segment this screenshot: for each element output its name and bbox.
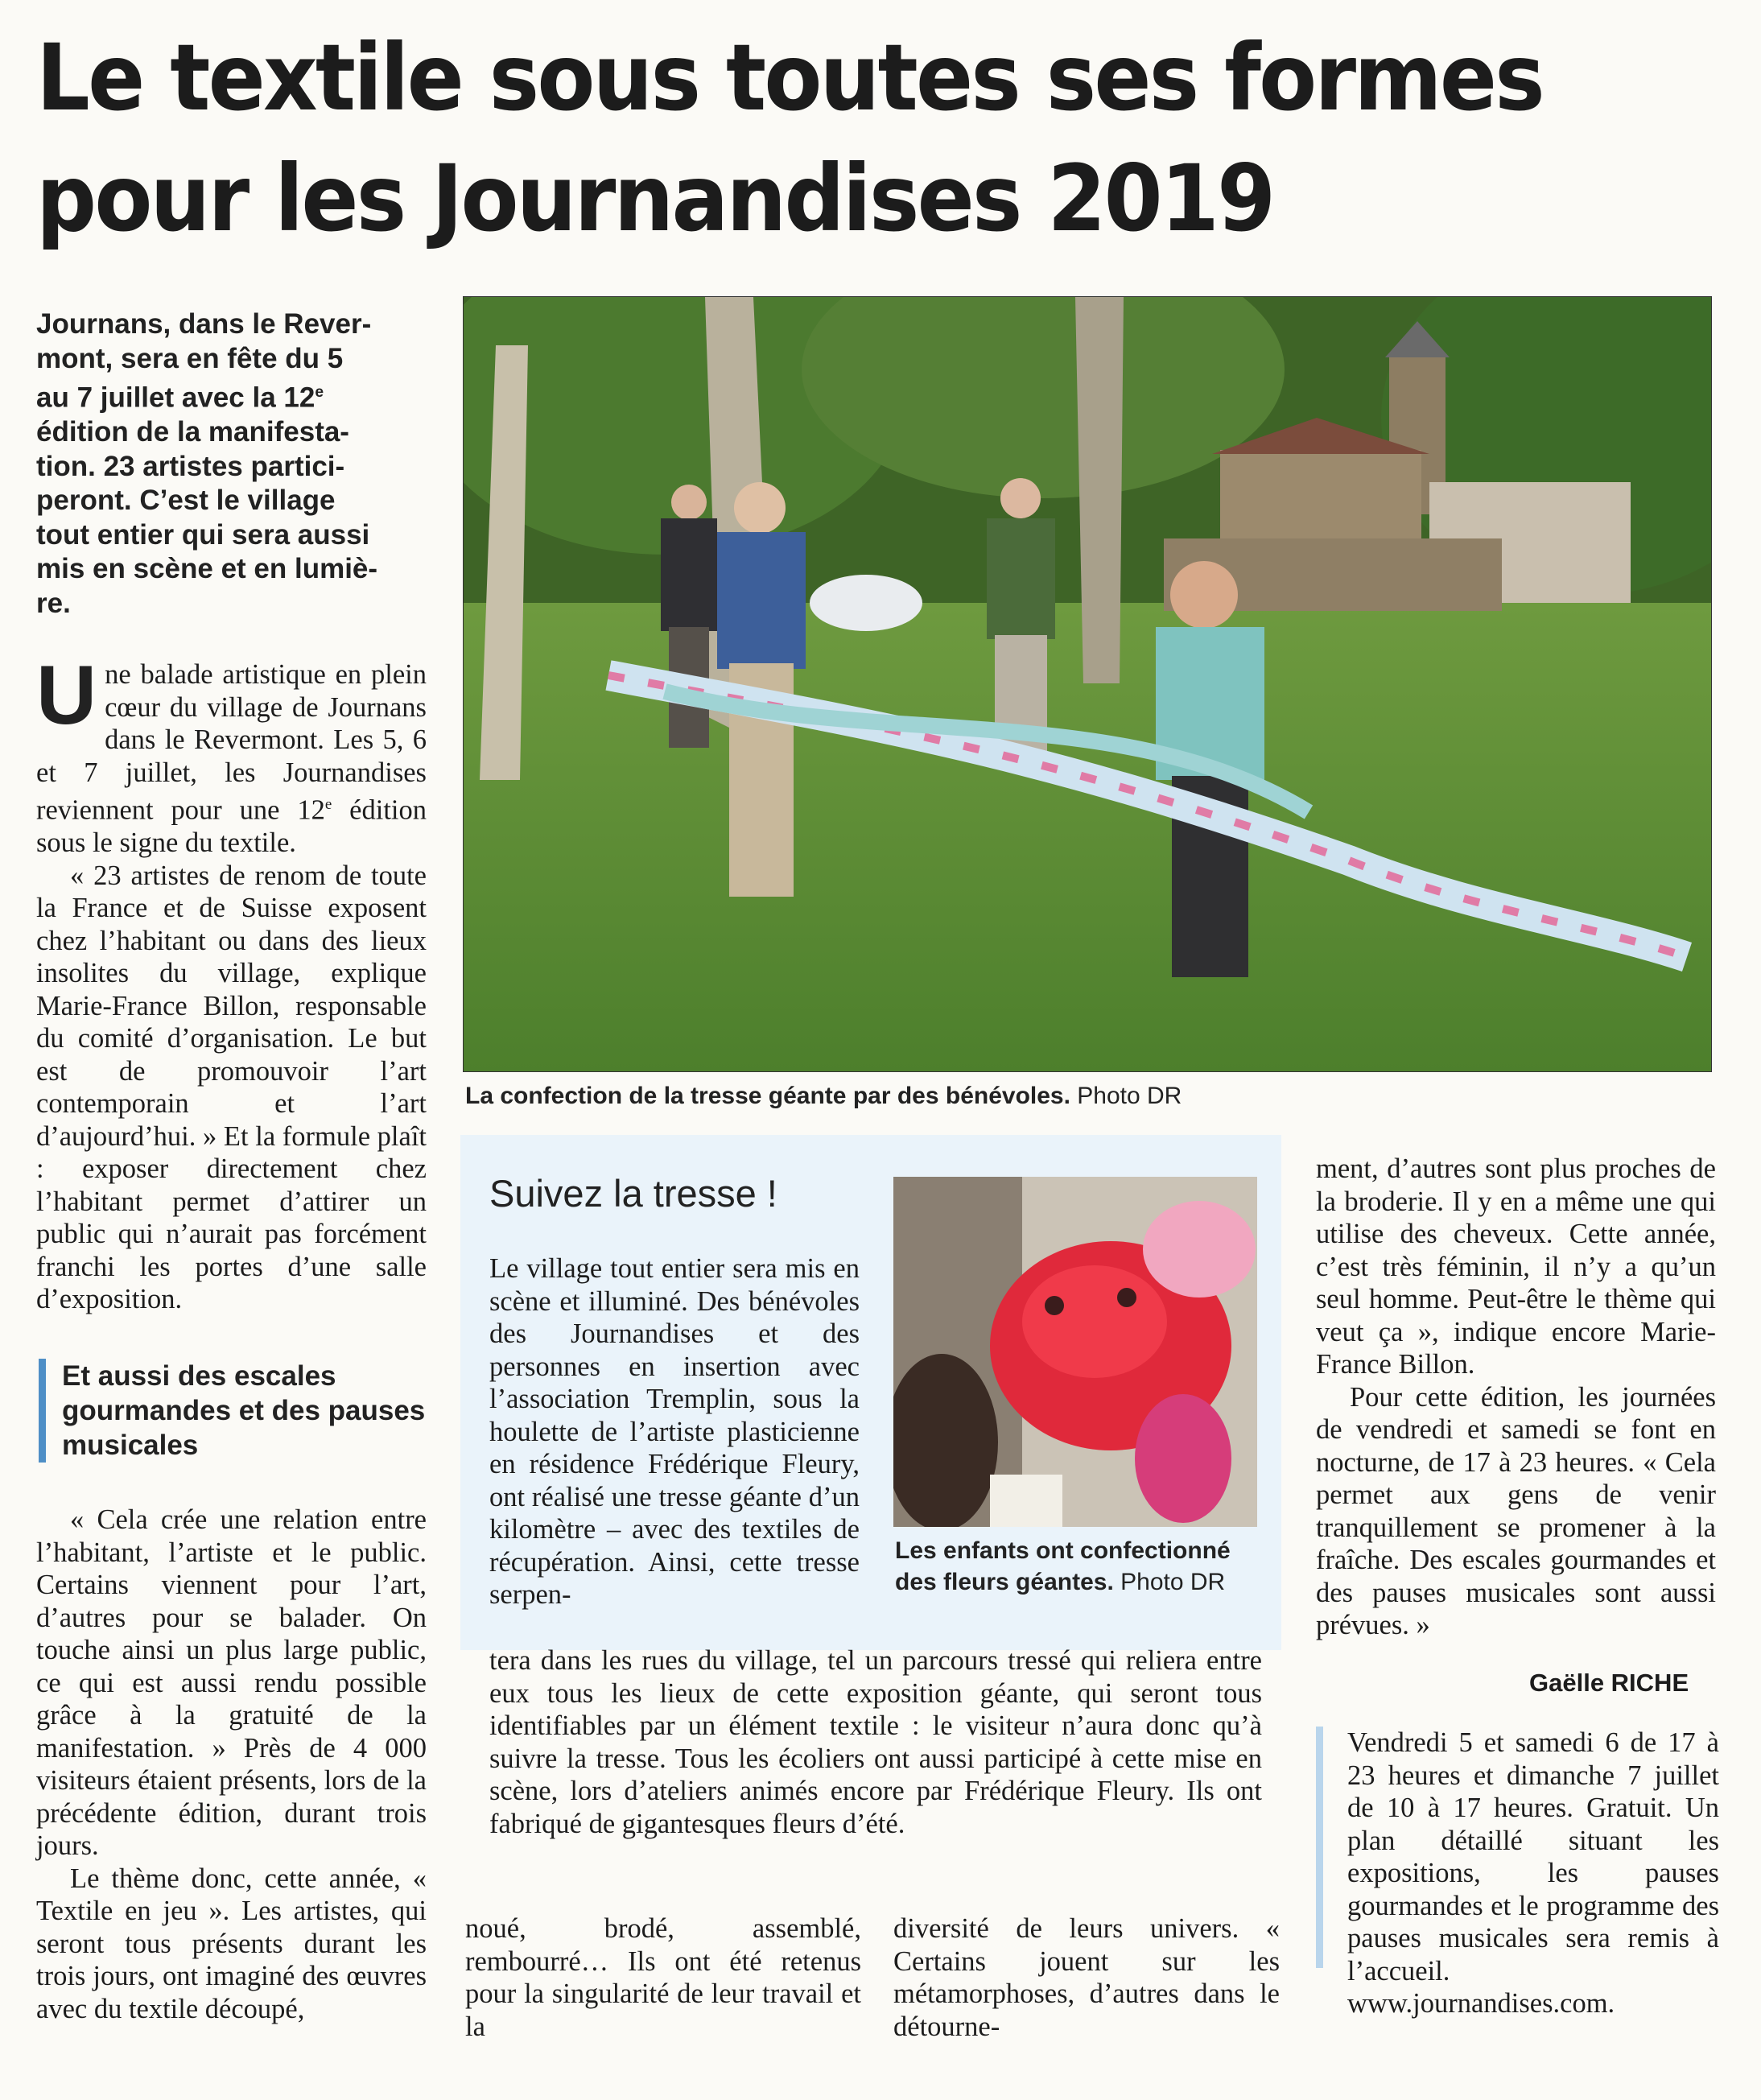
- author-byline: Gaëlle RICHE: [1529, 1669, 1689, 1697]
- volunteers-braid-photo: [464, 297, 1711, 1071]
- subheading: Et aussi des escales gourmandes et des pauses musicales: [39, 1359, 428, 1463]
- paragraph-text: édition sous le signe du textile.: [36, 794, 427, 858]
- headline-line-2: pour les Journandises 2019: [36, 145, 1274, 252]
- main-photo: [463, 296, 1712, 1072]
- lead-line: édition de la manifesta-: [36, 416, 349, 448]
- lead-line: Journans, dans le Rever-: [36, 308, 372, 340]
- children-photo-caption: [895, 1535, 1265, 1598]
- paragraph-text: Pour cette édition, les journées de vendredi et samedi se font en nocturne, de 17 à 23 heures. « Cela permet aux gens de venir tranquillement se promener à la fraîche. Des escales gourmandes et des pauses musicales sont aussi prévues. »: [1316, 1381, 1716, 1640]
- paragraph-text: ne balade artistique en plein cœur du village de Journans dans le Revermont. Les 5, 6 et 7 juillet, les Journandises reviennent pour une 12: [36, 659, 427, 826]
- lead-text: au 7 juillet avec la 12: [36, 382, 315, 414]
- sidebar-paragraph: Le village tout entier sera mis en scène et illuminé. Des bénévoles des Journandises et des personnes en insertion avec l’association Tremplin, sous la houlette de l’artiste plasticienne en résidence Frédérique Fleury, ont réalisé une tresse géante d’un kilomètre – avec des textiles de récupération. Ainsi, cette tresse serpen-: [489, 1253, 860, 1610]
- practical-info-box: [1316, 1727, 1726, 2019]
- article-column-4: [1316, 1153, 1716, 1642]
- lead-line: re.: [36, 587, 71, 619]
- lead-line: tout entier qui sera aussi: [36, 518, 370, 551]
- paragraph-intro: [36, 649, 427, 860]
- headline: [36, 18, 1591, 259]
- paragraph-theme: Le thème donc, cette année, « Textile en jeu ». Les artistes, qui seront tous présents durant les trois jours, ont imaginé des œuvres avec du textile découpé,: [36, 1863, 427, 2024]
- ordinal-suffix: e: [315, 384, 324, 401]
- paragraph-quote-2: « Cela crée une relation entre l’habitant, l’artiste et le public. Certains viennent pour l’art, d’autres pour se balader. On touche ainsi un plus large public, ce qui est aussi rendu possible grâce à la gratuité de la manifestation. » Près de 4 000 visiteurs étaient présents, lors de la précédente édition, durant trois jours.: [36, 1504, 427, 1861]
- headline-line-1: Le textile sous toutes ses formes: [36, 24, 1543, 131]
- drop-cap: U: [36, 649, 97, 742]
- lead-line: peront. C’est le village: [36, 485, 336, 517]
- lead-line: mis en scène et en lumiè-: [36, 553, 378, 585]
- sidebar-paragraph-continued: tera dans les rues du village, tel un parcours tressé qui reliera entre eux tous les lieux de cette exposition géante, qui seront tous identifiables par un élément textile : le visiteur n’aura donc qu’à suivre la tresse. Tous les écoliers ont aussi participé à cette mise en scène, lors d’ateliers animés encore par Frédérique Fleury. Ils ont fabriqué de gigantesques fleurs d’été.: [489, 1645, 1262, 1839]
- paragraph-text: noué, brodé, assemblé, rembourré… Ils ont été retenus pour la singularité de leur travail et la: [465, 1913, 861, 2042]
- lead-line: mont, sera en fête du 5: [36, 342, 344, 374]
- sidebar-text-narrow: [489, 1252, 860, 1611]
- children-flowers-photo: [893, 1177, 1257, 1527]
- paragraph-text: diversité de leurs univers. « Certains jouent sur les métamorphoses, d’autres dans le détourne-: [893, 1913, 1280, 2042]
- paragraph-text: ment, d’autres sont plus proches de la broderie. Il y en a même une qui utilise des cheveux. Cette année, c’est très féminin, il n’y a qu’un seul homme. Peut-être le thème qui veut ça », indique encore Marie-France Billon.: [1316, 1153, 1716, 1380]
- article-column-1: [36, 649, 427, 1316]
- caption-text: La confection de la tresse géante par des bénévoles.: [465, 1083, 1070, 1109]
- ordinal-suffix: e: [324, 796, 332, 813]
- children-flowers-image: [893, 1177, 1257, 1527]
- paragraph-quote-1: « 23 artistes de renom de toute la France et de Suisse exposent chez l’habitant ou dans des lieux insolites du village, explique Marie-France Billon, responsable du comité d’organisation. Le but est de promouvoir l’art contemporain et l’art d’aujourd’hui. » Et la formule plaît : exposer directement chez l’habitant permet d’attirer un public qui n’aurait pas forcément franchi les portes d’une salle d’exposition.: [36, 860, 427, 1314]
- caption-text: Les enfants ont confectionné des fleurs géantes.: [895, 1537, 1231, 1595]
- photo-credit: Photo DR: [1120, 1569, 1226, 1595]
- sidebar-text-wide: [489, 1644, 1262, 1840]
- practical-info-text-wrap: [1347, 1727, 1719, 2020]
- sidebar-box-title: Suivez la tresse !: [489, 1172, 777, 1215]
- article-column-2: [465, 1912, 861, 2043]
- photo-credit: Photo DR: [1077, 1083, 1182, 1109]
- lead-line: [36, 376, 414, 415]
- article-column-3: [893, 1912, 1280, 2043]
- practical-info-text: Vendredi 5 et samedi 6 de 17 à 23 heures et dimanche 7 juillet de 10 à 17 heures. Gratuit. Un plan détaillé situant les expositions, les pauses gourmandes et le programme des pauses musicales sera remis à l’accueil. www.journandises.com.: [1347, 1727, 1719, 2019]
- article-column-1-continued: [36, 1504, 427, 2025]
- lead-line: tion. 23 artistes partici-: [36, 450, 345, 482]
- main-photo-caption: [465, 1081, 1182, 1112]
- lead-paragraph: [36, 307, 414, 621]
